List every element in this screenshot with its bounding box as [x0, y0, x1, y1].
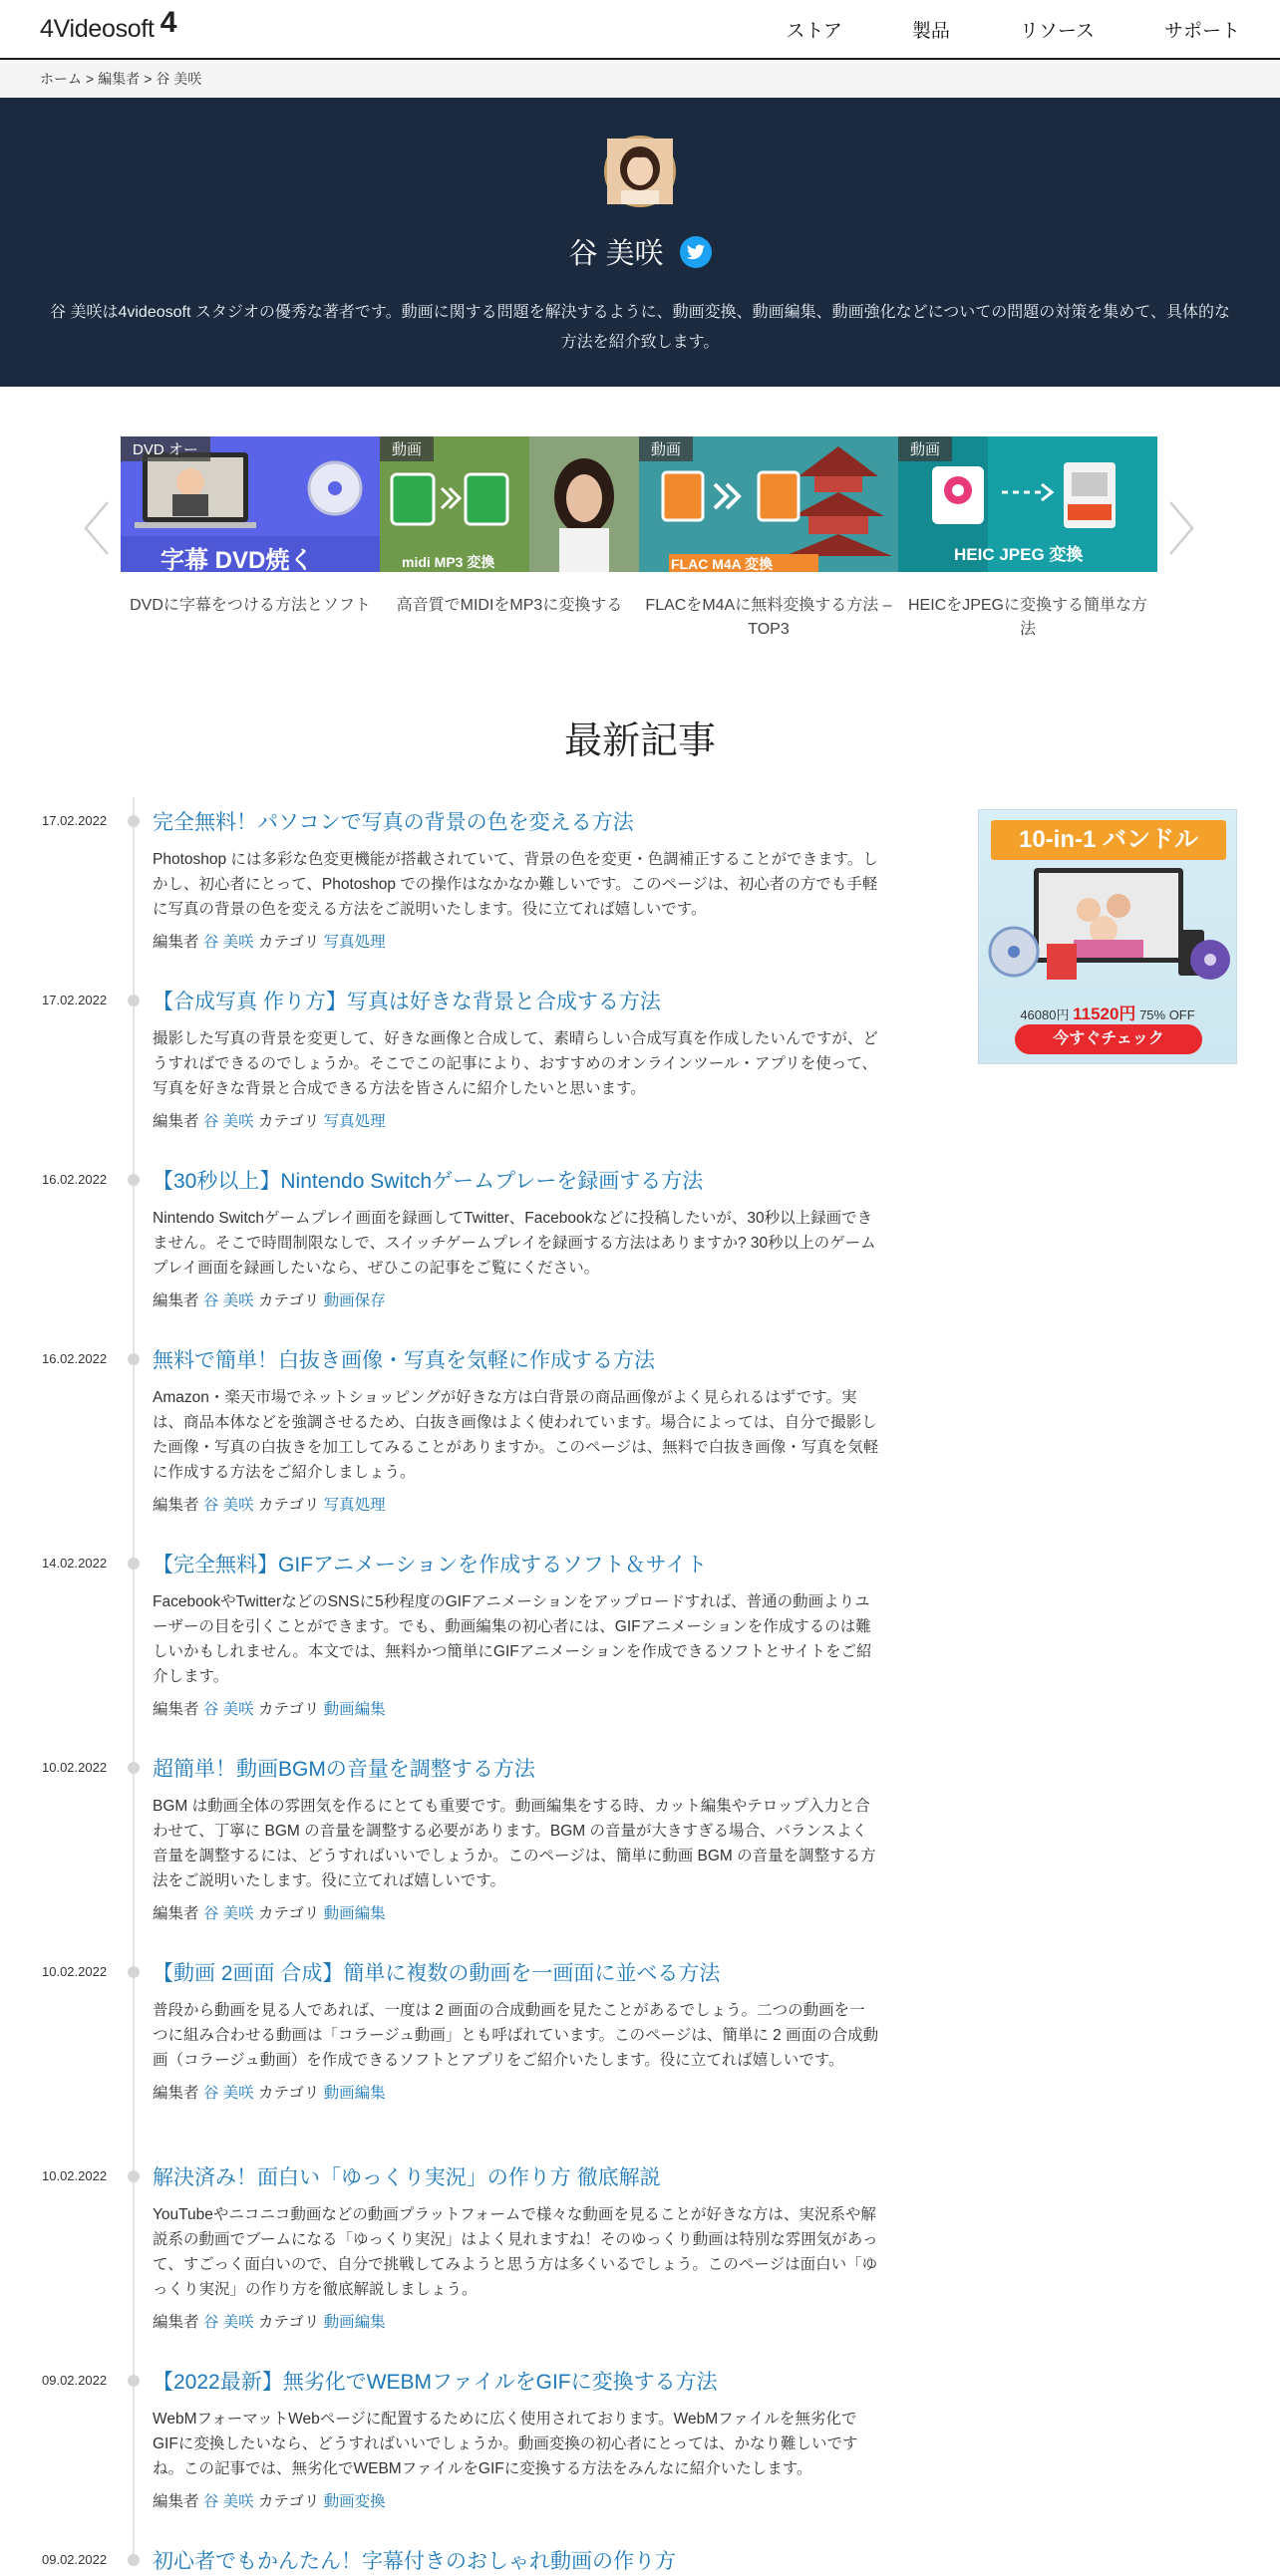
category-label: カテゴリ	[257, 1113, 320, 1130]
slide-title[interactable]: 高音質でMIDIをMP3に変換する	[396, 597, 623, 614]
category-label: カテゴリ	[257, 2314, 320, 2331]
article-author-link[interactable]: 谷 美咲	[202, 1701, 254, 1718]
editor-label: 編集者	[153, 1113, 199, 1130]
article-title[interactable]: 超簡単！動画BGMの音量を調整する方法	[153, 1758, 535, 1781]
editor-label: 編集者	[153, 1292, 199, 1309]
slide-overlay-text: midi MP3 変換	[402, 554, 495, 570]
article-category-link[interactable]: 動画編集	[323, 2314, 386, 2331]
article-meta	[153, 2312, 897, 2334]
logo[interactable]	[40, 6, 177, 46]
article-list	[0, 797, 897, 2576]
editor-label: 編集者	[153, 934, 199, 951]
article-item	[0, 2152, 897, 2357]
breadcrumb-editors[interactable]: 編集者	[98, 71, 141, 87]
article-excerpt: Nintendo Switchゲームプレイ画面を録画してTwitter、Facebookなどに投稿したいが、30秒以上録画できません。そこで時間制限なしで、スイッチゲームプレイを録画する方法はありますか? 30秒以上のゲームプレイ画面を録画したいなら、ぜひこの記事をご覧にください。	[153, 1210, 876, 1277]
article-date: 17.02.2022	[42, 813, 108, 828]
article-author-link[interactable]: 谷 美咲	[202, 1113, 254, 1130]
nav-products[interactable]: 製品	[911, 20, 950, 42]
article-category-link[interactable]: 動画保存	[323, 1292, 386, 1309]
logo-text: 4Videosoft	[40, 14, 155, 43]
article-category-link[interactable]: 写真処理	[323, 1113, 386, 1130]
slide-thumbnail	[121, 436, 380, 572]
category-label: カテゴリ	[257, 934, 320, 951]
slide-thumbnail	[639, 436, 898, 572]
article-date: 16.02.2022	[42, 1351, 108, 1366]
article-category-link[interactable]: 写真処理	[323, 1497, 386, 1514]
timeline-dot	[128, 815, 140, 827]
article-item	[0, 1948, 897, 2152]
timeline-dot	[128, 2375, 140, 2387]
article-title[interactable]: 【合成写真 作り方】写真は好きな背景と合成する方法	[153, 991, 661, 1013]
article-title[interactable]: 【完全無料】GIFアニメーションを作成するソフト＆サイト	[153, 1554, 708, 1576]
bundle-ad-banner[interactable]	[978, 809, 1237, 1064]
article-date: 09.02.2022	[42, 2552, 108, 2567]
ad-headline: 10-in-1 バンドル	[991, 820, 1226, 860]
article-meta	[153, 2491, 897, 2513]
article-meta	[153, 1290, 897, 1312]
author-description-line: 谷 美咲は4videosoft スタジオの優秀な著者です。動画に関する問題を解決するように、動画変換、動画編集、動画強化などについての問題の対策を集めて、具体的な	[50, 304, 1230, 321]
article-excerpt: YouTubeやニコニコ動画などの動画プラットフォームで様々な動画を見ることが好きな方は、実況系や解説系の動画でブームになる「ゆっくり実況」はよく見れますね！そのゆっくり動画は特別な雰囲気があって、すごっく面白いので、自分で挑戦してみようと思う方は多くいるでしょう。このページは面白い「ゆっくり実況」の作り方を徹底解説しましょう。	[153, 2206, 878, 2298]
author-description	[42, 298, 1238, 358]
article-meta	[153, 1495, 897, 1517]
article-category-link[interactable]: 動画編集	[323, 1701, 386, 1718]
article-item	[0, 2357, 897, 2536]
ad-discount: 75% OFF	[1139, 1007, 1195, 1022]
category-label: カテゴリ	[257, 1292, 320, 1309]
article-item	[0, 1540, 897, 1744]
category-label: カテゴリ	[257, 1497, 320, 1514]
breadcrumb-home[interactable]: ホーム	[40, 71, 82, 87]
article-meta	[153, 932, 897, 954]
article-item	[0, 1335, 897, 1540]
article-category-link[interactable]: 動画変換	[323, 2493, 386, 2510]
timeline-dot	[128, 995, 140, 1006]
article-author-link[interactable]: 谷 美咲	[202, 934, 254, 951]
article-author-link[interactable]: 谷 美咲	[202, 2085, 254, 2102]
timeline-dot	[128, 1762, 140, 1774]
breadcrumb-current: 谷 美咲	[156, 71, 202, 87]
article-title[interactable]: 【動画 2画面 合成】簡単に複数の動画を一画面に並べる方法	[153, 1962, 721, 1985]
ad-price	[979, 1000, 1236, 1024]
ad-product-icon	[979, 860, 1238, 1000]
article-category-link[interactable]: 写真処理	[323, 934, 386, 951]
article-date: 10.02.2022	[42, 1964, 108, 1979]
editor-label: 編集者	[153, 1701, 199, 1718]
article-date: 10.02.2022	[42, 2168, 108, 2183]
timeline-dot	[128, 1353, 140, 1365]
slide-category-tag: 動画	[380, 436, 434, 461]
carousel-slide[interactable]	[898, 436, 1157, 642]
author-name-row	[0, 231, 1280, 272]
article-item	[0, 1156, 897, 1335]
article-item	[0, 797, 897, 977]
ad-old-price: 46080円	[1020, 1007, 1070, 1022]
article-category-link[interactable]: 動画編集	[323, 1905, 386, 1922]
timeline-dot	[128, 1558, 140, 1570]
author-banner	[0, 98, 1280, 387]
carousel-slide[interactable]	[121, 436, 380, 642]
twitter-icon[interactable]	[680, 236, 712, 268]
category-label: カテゴリ	[257, 1905, 320, 1922]
carousel-next-icon[interactable]	[1166, 498, 1196, 558]
article-author-link[interactable]: 谷 美咲	[202, 2493, 254, 2510]
nav-resources[interactable]: リソース	[1019, 20, 1095, 42]
article-author-link[interactable]: 谷 美咲	[202, 1497, 254, 1514]
breadcrumb-sep: >	[144, 71, 153, 87]
article-item	[0, 2536, 897, 2576]
article-title[interactable]: 無料で簡単！白抜き画像・写真を気軽に作成する方法	[153, 1349, 655, 1372]
article-date: 10.02.2022	[42, 1760, 108, 1775]
article-excerpt: Photoshop には多彩な色変更機能が搭載されていて、背景の色を変更・色調補正することができます。しかし、初心者にとって、Photoshop での操作はなかなか難しいです。このページは、初心者の方でも手軽に写真の背景の色を変える方法をご説明いたします。役に立てれば嬉しいです。	[153, 851, 878, 918]
article-excerpt: 普段から動画を見る人であれば、一度は 2 画面の合成動画を見たことがあるでしょう。二つの動画を一つに組み合わせる動画は「コラージュ動画」とも呼ばれています。このページは、簡単に 2 画面の合成動画（コラージュ動画）を作成できるソフトとアプリをご紹介いたします。役に立てれば嬉しいです。	[153, 2002, 879, 2069]
article-meta	[153, 1111, 897, 1133]
article-date: 16.02.2022	[42, 1172, 108, 1187]
timeline-dot	[128, 1966, 140, 1978]
article-date: 14.02.2022	[42, 1556, 108, 1571]
slide-overlay-text: 字幕 DVD焼く	[160, 547, 314, 574]
editor-label: 編集者	[153, 1497, 199, 1514]
ad-new-price: 11520円	[1073, 1004, 1136, 1023]
slide-thumbnail	[380, 436, 639, 572]
editor-label: 編集者	[153, 2085, 199, 2102]
category-label: カテゴリ	[257, 1701, 320, 1718]
article-author-link[interactable]: 谷 美咲	[202, 2314, 254, 2331]
breadcrumb	[0, 60, 1280, 98]
article-title[interactable]: 完全無料！パソコンで写真の背景の色を変える方法	[153, 811, 634, 834]
article-title[interactable]: 【2022最新】無劣化でWEBMファイルをGIFに変換する方法	[153, 2371, 718, 2394]
slide-category-tag: 動画	[639, 436, 693, 461]
breadcrumb-sep: >	[86, 71, 95, 87]
editor-label: 編集者	[153, 2493, 199, 2510]
article-excerpt: Amazon・楽天市場でネットショッピングが好きな方は白背景の商品画像がよく見られるはずです。実は、商品本体などを強調させるため、白抜き画像はよく使われています。場合によっては、自分で撮影した画像・写真の白抜きを加工してみることがありますか。このページは、無料で白抜き画像・写真を気軽に作成する方法をご紹介しましょう。	[153, 1389, 879, 1481]
featured-carousel	[0, 436, 1280, 735]
logo-mark: 4	[160, 6, 177, 39]
editor-label: 編集者	[153, 1905, 199, 1922]
main-nav	[716, 16, 1240, 43]
article-title[interactable]: 【30秒以上】Nintendo Switchゲームプレーを録画する方法	[153, 1170, 704, 1193]
article-author-link[interactable]: 谷 美咲	[202, 1905, 254, 1922]
editor-label: 編集者	[153, 2314, 199, 2331]
slide-title[interactable]: FLACをM4Aに無料変換する方法 – TOP3	[645, 597, 892, 638]
article-excerpt: FacebookやTwitterなどのSNSに5秒程度のGIFアニメーションをアップロードすれば、普通の動画よりユーザーの目を引くことができます。でも、動画編集の初心者には、GIFアニメーションを作成するのは難しいかもしれません。本文では、無料かつ簡単にGIFアニメーションを作成できるソフトとサイトをご紹介します。	[153, 1593, 872, 1685]
nav-support[interactable]: サポート	[1163, 20, 1240, 42]
article-item	[0, 1744, 897, 1948]
timeline-dot	[128, 2554, 140, 2566]
author-description-line: 方法を紹介致します。	[560, 334, 720, 351]
author-name: 谷 美咲	[568, 238, 664, 270]
carousel-slide[interactable]	[380, 436, 639, 642]
article-excerpt: WebMフォーマットWebページに配置するために広く使用されております。WebMファイルを無劣化でGIFに変換したいなら、どうすればいいでしょうか。動画変換の初心者にとっては、かなり難しいですね。この記事では、無劣化でWEBMファイルをGIFに変換する方法をみんなに紹介いたします。	[153, 2411, 858, 2477]
article-author-link[interactable]: 谷 美咲	[202, 1292, 254, 1309]
slide-category-tag: 動画	[898, 436, 952, 461]
carousel-slide[interactable]	[639, 436, 898, 642]
article-excerpt: 撮影した写真の背景を変更して、好きな画像と合成して、素晴らしい合成写真を作成したいんですが、どうすればできるのでしょうか。そこでこの記事により、おすすめのオンラインツール・アプリを使って、写真を好きな背景と合成できる方法を皆さんに紹介したいと思います。	[153, 1030, 878, 1097]
slide-category-tag: DVD オー	[121, 436, 210, 461]
latest-articles-title: 最新記事	[563, 720, 716, 762]
article-date: 09.02.2022	[42, 2373, 108, 2388]
slide-overlay-text: HEIC JPEG 変換	[954, 545, 1084, 564]
timeline-dot	[128, 1174, 140, 1186]
site-header	[0, 0, 1280, 60]
article-excerpt: BGM は動画全体の雰囲気を作るにとても重要です。動画編集をする時、カット編集やテロップ入力と合わせて、丁寧に BGM の音量を調整する必要があります。BGM の音量が大きすぎる場合、バランスよく音量を調整するには、どうすればいいでしょうか。このページは、簡単に動画 BGM の音量を調整する方法をご説明いたします。役に立てれば嬉しいです。	[153, 1798, 876, 1889]
article-meta	[153, 1903, 897, 1925]
article-date: 17.02.2022	[42, 993, 108, 1007]
nav-store[interactable]: ストア	[786, 20, 842, 42]
carousel-slides	[121, 436, 1157, 642]
article-category-link[interactable]: 動画編集	[323, 2085, 386, 2102]
slide-title[interactable]: DVDに字幕をつける方法とソフト	[130, 597, 371, 614]
ad-check-button[interactable]: 今すぐチェック	[1015, 1024, 1202, 1054]
article-meta	[153, 2083, 897, 2105]
article-item	[0, 977, 897, 1156]
timeline-dot	[128, 2170, 140, 2182]
article-title[interactable]: 解決済み！面白い「ゆっくり実況」の作り方 徹底解説	[153, 2166, 661, 2189]
slide-title[interactable]: HEICをJPEGに変換する簡単な方法	[907, 597, 1148, 638]
slide-thumbnail	[898, 436, 1157, 572]
carousel-prev-icon[interactable]	[82, 498, 112, 558]
category-label: カテゴリ	[257, 2085, 320, 2102]
article-meta	[153, 1699, 897, 1721]
article-title[interactable]: 初心者でもかんたん！字幕付きのおしゃれ動画の作り方	[153, 2550, 676, 2573]
slide-overlay-text: FLAC M4A 変換	[671, 556, 774, 572]
category-label: カテゴリ	[257, 2493, 320, 2510]
author-avatar	[604, 136, 676, 207]
